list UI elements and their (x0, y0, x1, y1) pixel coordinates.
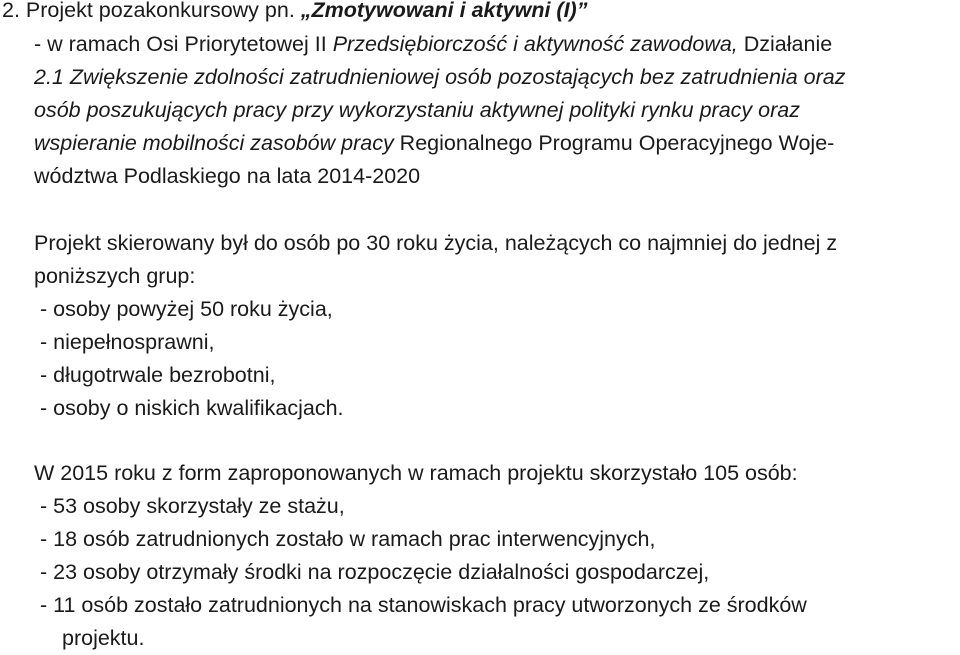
results-last-line: projektu. (62, 626, 145, 650)
project-heading (2, 0, 587, 27)
target-group-item: - długotrwale bezrobotni, (40, 363, 276, 387)
results-item: - 11 osób zostało zatrudnionych na stanowiskach pracy utworzonych ze środków (40, 593, 807, 617)
program-line-4 (34, 127, 834, 160)
results-item: - 23 osoby otrzymały środki na rozpoczęcie działalności gospodarczej, (40, 560, 710, 584)
target-group-item: - osoby o niskich kwalifikacjach. (40, 396, 344, 420)
program-line-3: osób poszukujących pracy przy wykorzystaniu aktywnej polityki rynku pracy oraz (34, 98, 800, 122)
results-intro: W 2015 roku z form zaproponowanych w ramach projektu skorzystało 105 osób: (34, 461, 798, 485)
program-rpo: Regionalnego Programu Operacyjnego Woje- (393, 131, 835, 155)
project-name: „Zmotywowani i aktywni (I)” (300, 0, 588, 22)
program-prefix: - w ramach Osi Priorytetowej II (34, 32, 333, 56)
target-intro-1: Projekt skierowany był do osób po 30 roku życia, należących co najmniej do jednej z (34, 231, 838, 255)
target-group-item: - osoby powyżej 50 roku życia, (40, 297, 333, 321)
target-intro-2: poniższych grup: (34, 264, 196, 288)
program-line-5: wództwa Podlaskiego na lata 2014-2020 (34, 164, 421, 188)
program-line-2: 2.1 Zwiększenie zdolności zatrudnieniowej osób pozostających bez zatrudnienia oraz (34, 65, 846, 89)
program-mobility: wspieranie mobilności zasobów pracy (34, 131, 394, 155)
results-item: - 18 osób zatrudnionych zostało w ramach prac interwencyjnych, (40, 527, 656, 551)
results-item: - 53 osoby skorzystały ze stażu, (40, 494, 345, 518)
program-axis: Przedsiębiorczość i aktywność zawodowa, (332, 32, 738, 56)
program-suffix: Działanie (737, 32, 833, 56)
program-line-1 (34, 28, 832, 61)
target-group-item: - niepełnosprawni, (40, 330, 215, 354)
heading-prefix: 2. Projekt pozakonkursowy pn. (2, 0, 301, 22)
